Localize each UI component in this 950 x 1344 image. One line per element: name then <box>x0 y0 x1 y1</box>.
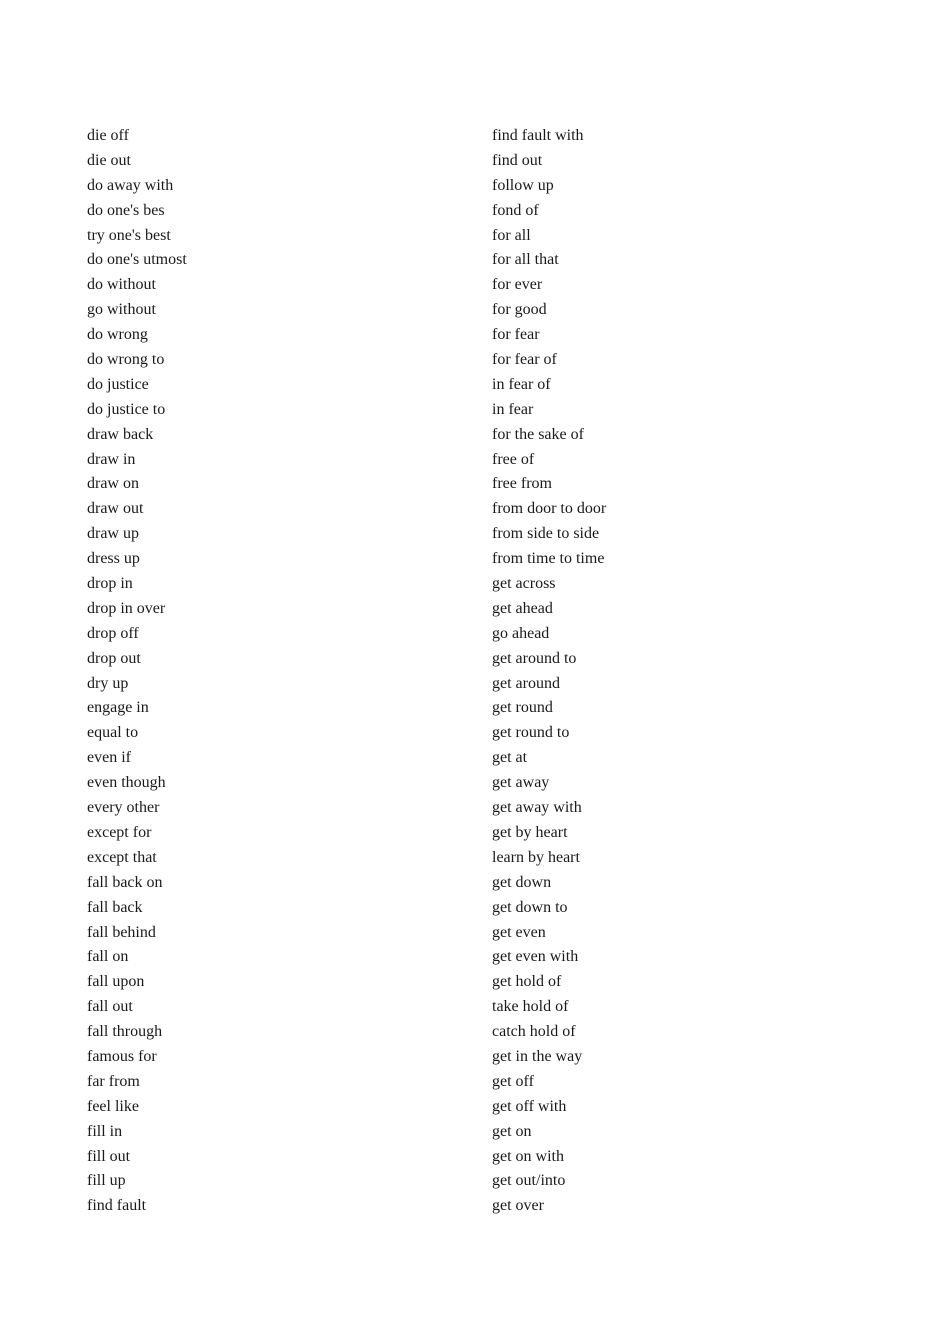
phrase-item: from side to side <box>492 525 600 543</box>
phrase-item: draw in <box>87 450 136 468</box>
phrase-item: drop off <box>87 624 139 642</box>
phrase-item: get off <box>492 1072 534 1090</box>
phrase-item: follow up <box>492 176 554 194</box>
phrase-item: fill out <box>87 1147 131 1165</box>
phrase-item: drop in <box>87 575 133 593</box>
phrase-item: except that <box>87 848 157 866</box>
phrase-item: take hold of <box>492 998 569 1016</box>
phrase-item: for fear <box>492 326 540 344</box>
phrase-item: get in the way <box>492 1047 583 1065</box>
phrase-item: get away <box>492 774 550 792</box>
phrase-item: find fault <box>87 1197 147 1215</box>
phrase-item: do away with <box>87 176 174 194</box>
phrase-item: do without <box>87 276 156 294</box>
phrase-item: get on <box>492 1122 532 1140</box>
phrase-item: dress up <box>87 550 140 568</box>
phrase-item: fall through <box>87 1023 163 1041</box>
phrase-item: far from <box>87 1072 140 1090</box>
phrase-item: draw on <box>87 475 139 493</box>
phrase-item: for good <box>492 301 547 319</box>
phrase-item: do justice <box>87 375 149 393</box>
phrase-item: drop in over <box>87 599 166 617</box>
phrase-item: engage in <box>87 699 149 717</box>
phrase-item: die off <box>87 127 129 144</box>
phrase-item: fall on <box>87 948 129 966</box>
phrase-item: for fear of <box>492 351 557 369</box>
phrase-item: get away with <box>492 799 582 817</box>
phrase-item: except for <box>87 823 152 841</box>
phrase-item: die out <box>87 151 131 169</box>
phrase-item: drop out <box>87 649 141 667</box>
phrase-item: even if <box>87 749 131 767</box>
phrase-item: fond of <box>492 201 539 219</box>
phrase-item: famous for <box>87 1047 157 1065</box>
phrase-item: get hold of <box>492 973 562 991</box>
phrase-item: from time to time <box>492 550 605 568</box>
phrase-item: get across <box>492 575 556 593</box>
phrase-item: find out <box>492 151 543 169</box>
phrase-item: do wrong <box>87 326 148 344</box>
phrase-item: go ahead <box>492 624 550 642</box>
phrase-item: draw back <box>87 425 154 443</box>
phrase-item: do one's bes <box>87 201 165 219</box>
phrase-item: for ever <box>492 276 543 294</box>
phrase-item: get down to <box>492 898 568 916</box>
phrase-item: free of <box>492 450 535 468</box>
phrase-item: from door to door <box>492 500 607 518</box>
phrase-item: get by heart <box>492 823 568 841</box>
phrase-item: in fear <box>492 400 534 418</box>
phrase-item: get out/into <box>492 1172 566 1190</box>
phrase-item: fall back on <box>87 873 163 891</box>
phrase-item: do one's utmost <box>87 251 187 269</box>
phrase-item: get around <box>492 674 560 692</box>
phrase-item: fill up <box>87 1172 126 1190</box>
phrase-item: catch hold of <box>492 1023 576 1041</box>
phrase-item: do justice to <box>87 400 166 418</box>
phrase-item: fall out <box>87 998 133 1016</box>
phrase-item: fall behind <box>87 923 156 941</box>
phrase-list-left <box>87 124 187 1219</box>
phrase-item: free from <box>492 475 552 493</box>
phrase-item: get on with <box>492 1147 564 1165</box>
phrase-item: equal to <box>87 724 139 742</box>
phrase-item: get off with <box>492 1097 567 1115</box>
phrase-item: get over <box>492 1197 544 1215</box>
phrase-item: for all that <box>492 251 559 269</box>
phrase-item: draw up <box>87 525 139 543</box>
phrase-item: draw out <box>87 500 144 518</box>
phrase-item: get round <box>492 699 553 717</box>
phrase-item: get down <box>492 873 552 891</box>
phrase-item: find fault with <box>492 127 584 144</box>
phrase-item: for the sake of <box>492 425 584 443</box>
phrase-list-right <box>492 124 606 1219</box>
phrase-item: in fear of <box>492 375 551 393</box>
phrase-item: even though <box>87 774 166 792</box>
phrase-item: dry up <box>87 674 129 692</box>
phrase-item: get ahead <box>492 599 553 617</box>
phrase-item: fill in <box>87 1122 123 1140</box>
phrase-item: try one's best <box>87 226 171 244</box>
phrase-item: for all <box>492 226 531 244</box>
phrase-item: do wrong to <box>87 351 165 369</box>
phrase-item: get at <box>492 749 528 767</box>
phrase-item: get around to <box>492 649 577 667</box>
phrase-item: get round to <box>492 724 570 742</box>
phrase-item: learn by heart <box>492 848 580 866</box>
phrase-item: go without <box>87 301 156 319</box>
phrase-item: every other <box>87 799 160 817</box>
phrase-item: fall back <box>87 898 143 916</box>
phrase-item: fall upon <box>87 973 145 991</box>
phrase-item: feel like <box>87 1097 139 1115</box>
phrase-item: get even with <box>492 948 579 966</box>
phrase-item: get even <box>492 923 546 941</box>
